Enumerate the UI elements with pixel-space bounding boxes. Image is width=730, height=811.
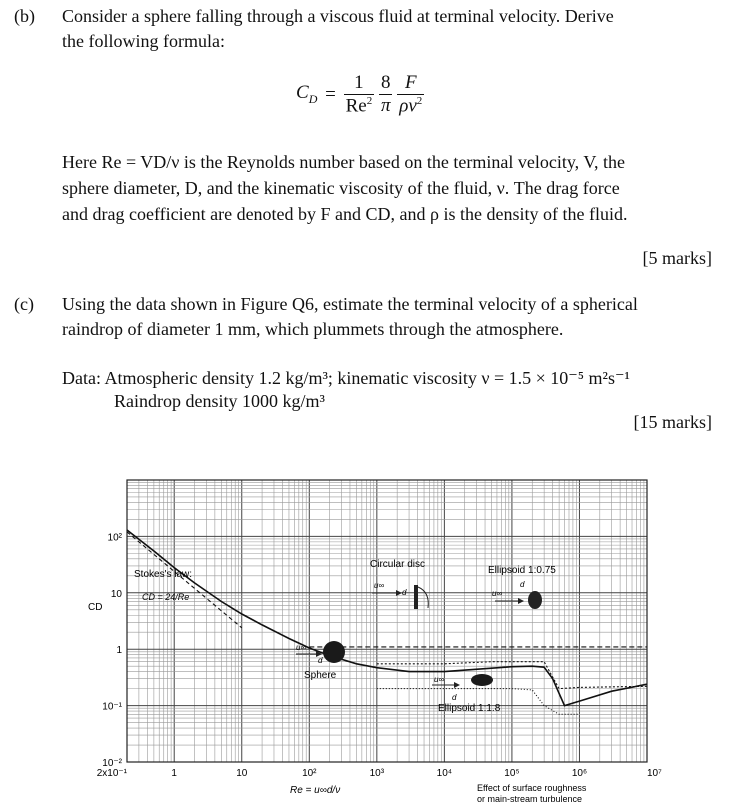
ellipsoid-18-label: Ellipsoid 1:1.8 [438, 703, 501, 714]
y-tick-label: 10 [110, 588, 122, 600]
ell1-flow-arrowhead [518, 598, 524, 604]
y-tick-label: 10⁻¹ [102, 701, 122, 713]
disc-flow-label: u∞ [374, 581, 385, 590]
fraction-1-num: 1 [344, 72, 375, 95]
part-c-marks: [15 marks] [633, 412, 712, 432]
fraction-1-den-sup: 2 [366, 95, 373, 107]
ellipsoid-075-sketch [492, 580, 542, 609]
part-b-line-1: Consider a sphere falling through a viscous fluid at terminal velocity. Derive [62, 6, 614, 26]
fraction-1 [344, 72, 375, 117]
x-tick-label: 10³ [369, 768, 385, 779]
part-b-label: (b) [14, 6, 35, 26]
x-tick-labels [97, 768, 662, 779]
fraction-3 [397, 72, 424, 117]
stokes-law-label: Stokes's law: [134, 569, 193, 580]
ell1-shape [528, 591, 542, 609]
x-tick-label: 1 [171, 768, 177, 779]
x-tick-label: 10² [302, 768, 317, 779]
circular-disc-label: Circular disc [370, 559, 426, 570]
chart-grid [127, 480, 647, 762]
disc-shape [414, 585, 418, 609]
fraction-3-den: ρv [399, 95, 417, 117]
disc-wake [418, 587, 428, 608]
part-b-line-2: the following formula: [62, 31, 225, 51]
part-b-para-3: and drag coefficient are denoted by F and CD, and ρ is the density of the fluid. [62, 204, 628, 224]
x-tick-label: 10 [236, 768, 248, 779]
y-tick-label: 1 [116, 645, 122, 657]
fraction-3-den-sup: 2 [416, 95, 423, 107]
sphere-shape [323, 641, 345, 663]
circular-disc-sketch [372, 581, 428, 609]
drag-formula [296, 72, 424, 117]
y-tick-label: 10² [107, 532, 122, 544]
part-c-data-line-1: Data: Atmospheric density 1.2 kg/m³; kinematic viscosity ν = 1.5 × 10⁻⁵ m²s⁻¹ [62, 368, 630, 388]
part-c-data-line-2: Raindrop density 1000 kg/m³ [114, 391, 325, 411]
part-b-para-1: Here Re = VD/ν is the Reynolds number based on the terminal velocity, V, the [62, 152, 626, 172]
sphere-flow-label: u∞ [296, 643, 307, 652]
roughness-label-2: or main-stream turbulence [477, 794, 583, 804]
formula-lhs: C [296, 82, 309, 104]
x-tick-label: 10⁶ [571, 768, 588, 779]
x-axis-label: Re = u∞d/ν [290, 785, 341, 796]
ell2-flow-arrowhead [454, 682, 460, 688]
ell2-flow-label: u∞ [434, 675, 445, 684]
stokes-equation-label: CD = 24/Re [142, 592, 190, 602]
y-tick-label: 10⁻² [102, 758, 122, 769]
ell1-d-label: d [520, 580, 525, 589]
fraction-3-num: F [404, 72, 417, 93]
fraction-2-num: 8 [379, 72, 393, 95]
ellipsoid-075-label: Ellipsoid 1:0.75 [488, 565, 556, 576]
part-b-para-2: sphere diameter, D, and the kinematic viscosity of the fluid, ν. The drag force [62, 178, 620, 198]
ell1-flow-label: u∞ [492, 589, 503, 598]
part-c-line-2: raindrop of diameter 1 mm, which plummets through the atmosphere. [62, 319, 564, 339]
roughness-label-1: Effect of surface roughness [477, 783, 587, 793]
part-c-line-1: Using the data shown in Figure Q6, estimate the terminal velocity of a spherical [62, 294, 638, 314]
part-c-label: (c) [14, 294, 34, 314]
y-axis-label: CD [88, 602, 103, 613]
sphere-label: Sphere [304, 670, 337, 681]
sphere-d-label: d [318, 656, 323, 665]
disc-d-label: d [402, 588, 407, 597]
fraction-2 [379, 72, 393, 117]
fraction-1-den: Re [345, 95, 367, 117]
formula-equals: = [325, 83, 336, 105]
x-tick-label: 10⁵ [504, 768, 520, 779]
x-tick-label: 2x10⁻¹ [96, 768, 127, 779]
y-tick-labels [102, 532, 122, 769]
ell2-d-label: d [452, 693, 457, 702]
formula-lhs-sub: D [308, 92, 318, 107]
x-tick-label: 10⁴ [436, 768, 453, 779]
part-b-marks: [5 marks] [642, 248, 712, 268]
ell2-shape [471, 674, 493, 686]
x-tick-label: 10⁷ [647, 768, 662, 779]
drag-coefficient-chart [0, 460, 730, 811]
fraction-2-den: π [380, 95, 391, 117]
